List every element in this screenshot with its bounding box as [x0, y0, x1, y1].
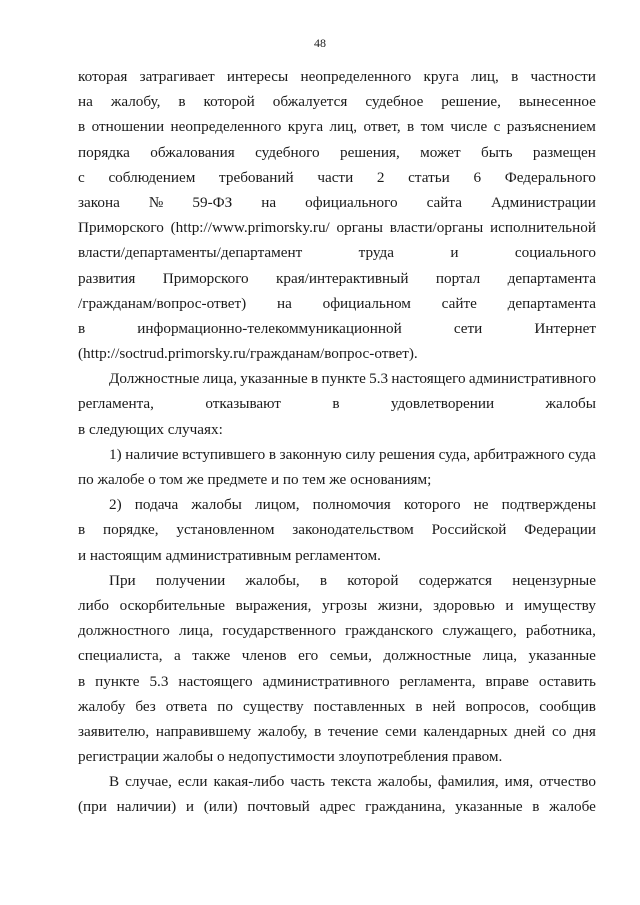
text-line: закона № 59-ФЗ на официального сайта Администрации: [78, 193, 596, 211]
text-line: (http://soctrud.primorsky.ru/гражданам/вопрос-ответ).: [78, 345, 418, 363]
text-line: в следующих случаях:: [78, 420, 223, 438]
text-line: власти/департаменты/департамент труда и социального: [78, 244, 596, 262]
text-line: в порядке, установленном законодательством Российской Федерации: [78, 521, 596, 539]
text-line: на жалобу, в которой обжалуется судебное решение, вынесенное: [78, 93, 596, 111]
text-line: При получении жалобы, в которой содержатся нецензурные: [109, 571, 596, 589]
text-line: /гражданам/вопрос-ответ) на официальном сайте департамента: [78, 294, 596, 312]
paragraph: [78, 64, 596, 366]
text-line: и настоящим административным регламентом.: [78, 546, 381, 564]
text-line: должностного лица, государственного гражданского служащего, работника,: [78, 622, 596, 640]
text-line: регистрации жалобы о недопустимости злоупотребления правом.: [78, 748, 503, 766]
paragraph: [78, 769, 596, 819]
text-line: регламента, отказывают в удовлетворении жалобы: [78, 395, 596, 413]
paragraph: [78, 568, 596, 770]
text-line: В случае, если какая-либо часть текста жалобы, фамилия, имя, отчество: [109, 773, 596, 791]
text-line: по жалобе о том же предмете и по тем же основаниям;: [78, 471, 432, 488]
text-line: жалобу без ответа по существу поставленных в ней вопросов, сообщив: [78, 697, 596, 715]
paragraph: [78, 366, 596, 442]
text-line: в информационно-телекоммуникационной сети Интернет: [78, 319, 596, 337]
text-line: с соблюдением требований части 2 статьи 6 Федерального: [78, 168, 596, 186]
text-line: в отношении неопределенного круга лиц, ответ, в том числе с разъяснением: [78, 118, 596, 136]
text-line: Приморского (http://www.primorsky.ru/ органы власти/органы исполнительной: [78, 219, 596, 237]
text-line: которая затрагивает интересы неопределенного круга лиц, в частности: [78, 68, 596, 85]
text-line: развития Приморского края/интерактивный портал департамента: [78, 269, 596, 287]
paragraph: [78, 442, 596, 492]
paragraph: [78, 492, 596, 568]
text-line: специалиста, а также членов его семьи, должностные лица, указанные: [78, 647, 596, 665]
text-line: порядка обжалования судебного решения, может быть размещен: [78, 143, 596, 161]
text-line: заявителю, направившему жалобу, в течение семи календарных дней со дня: [78, 722, 596, 740]
text-line: 2) подача жалобы лицом, полномочия которого не подтверждены: [109, 496, 596, 514]
text-line: 1) наличие вступившего в законную силу решения суда, арбитражного суда: [109, 445, 596, 463]
text-line: либо оскорбительные выражения, угрозы жизни, здоровью и имуществу: [78, 596, 596, 614]
text-line: в пункте 5.3 настоящего административного регламента, вправе оставить: [78, 672, 596, 690]
page-number: 48: [314, 36, 326, 50]
text-line: Должностные лица, указанные в пункте 5.3 настоящего административного: [109, 370, 596, 388]
text-line: (при наличии) и (или) почтовый адрес гражданина, указанные в жалобе: [78, 798, 596, 816]
document-body: [78, 64, 596, 820]
